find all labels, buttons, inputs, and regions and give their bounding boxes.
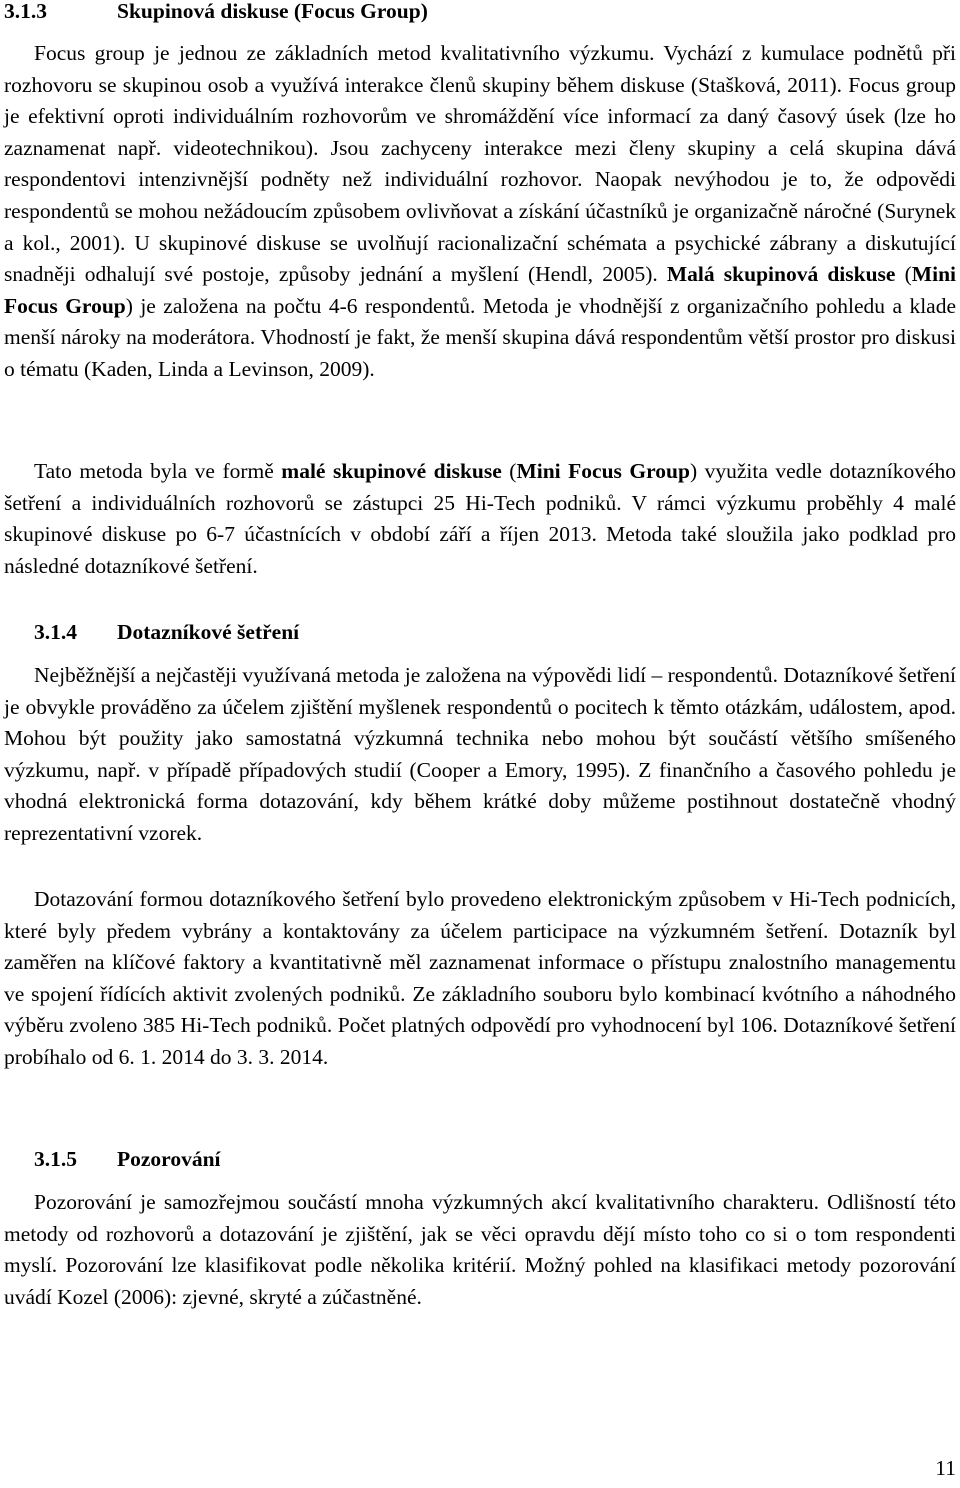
paragraph-focus-group-2 [4,456,956,582]
section-number: 3.1.4 [34,620,77,644]
paragraph-questionnaire-1: Nejběžnější a nejčastěji využívaná metoda je založena na výpovědi lidí – respondentů. Dotazníkové šetření je obvykle prováděno za účelem zjištění myšlenek respondentů o pocitech k těmto otázkám, událostem, apod. Mohou být použity jako samostatná výzkumná technika nebo mohou být součástí většího smíšeného výzkumu, např. v případě případových studií (Cooper a Emory, 1995). Z finančního a časového pohledu je vhodná elektronická forma dotazování, kdy během krátké doby můžeme postihnout dostatečně vhodný reprezentativní vzorek. [4,663,956,845]
paragraph-text: ( [895,262,912,287]
paragraph-text: Tato metoda byla ve formě [34,459,282,483]
section-heading-3-1-3 [4,0,428,26]
bold-term: Malá skupinová diskuse [666,262,896,287]
paragraph-focus-group-1 [4,38,956,386]
paragraph-text: ( [501,459,517,483]
page-number: 11 [935,1456,956,1480]
bold-term: Mini Focus Group [4,262,956,318]
bold-term: Mini Focus Group [516,459,690,483]
paragraph-text: ) využita vedle dotazníkového šetření a individuálních rozhovorů se zástupci 25 Hi-Tech podniků. V rámci výzkumu proběhly 4 malé skupinové diskuse po 6-7 účastnících v období září a říjen 2013. Metoda také sloužila jako podklad pro následné dotazníkové šetření. [4,459,956,578]
section-number: 3.1.3 [4,0,47,23]
paragraph-text: ) je založena na počtu 4-6 respondentů. Metoda je vhodnější z organizačního pohledu a klade menší nároky na moderátora. Vhodností je fakt, že menší skupina dává respondentům větší prostor pro diskusi o tématu (Kaden, Linda a Levinson, 2009). [4,293,956,381]
section-heading-3-1-4 [34,617,299,647]
paragraph-questionnaire-2: Dotazování formou dotazníkového šetření bylo provedeno elektronickým způsobem v Hi-Tech podnicích, které byly předem vybrány a kontaktovány za účelem participace na výzkumném šetření. Dotazník byl zaměřen na klíčové faktory a kvantitativně měl zaznamenat informace o přístupu znalostního managementu ve spojení řídících aktivit zvolených podniků. Ze základního souboru bylo kombinací kvótního a náhodného výběru zvoleno 385 Hi-Tech podniků. Počet platných odpovědí pro vyhodnocení byl 106. Dotazníkové šetření probíhalo od 6. 1. 2014 do 3. 3. 2014. [4,887,956,1069]
section-title: Skupinová diskuse (Focus Group) [117,0,428,23]
bold-term: malé skupinové diskuse [281,459,502,483]
paragraph-text: Focus group je jednou ze základních metod kvalitativního výzkumu. Vychází z kumulace podnětů při rozhovoru se skupinou osob a využívá interakce členů skupiny během diskuse (Stašková, 2011). Focus group je efektivní oproti individuálním rozhovorům ve shromáždění více informací za daný časový úsek (lze ho zaznamenat např. videotechnikou). Jsou zachyceny interakce mezi členy skupiny a celá skupina dává respondentovi intenzivnější podněty než individuální rozhovor. Naopak nevýhodou je to, že odpovědi respondentů se mohou nežádoucím způsobem ovlivňovat a získání účastníků je organizačně náročné (Surynek a kol., 2001). U skupinové diskuse se uvolňují racionalizační schémata a psychické zábrany a diskutující snadněji odhalují své postoje, způsoby jednání a myšlení (Hendl, 2005). [4,41,956,287]
paragraph-observation: Pozorování je samozřejmou součástí mnoha výzkumných akcí kvalitativního charakteru. Odlišností této metody od rozhovorů a dotazování je zjištění, jak se věci opravdu dějí místo toho co si o tom respondenti myslí. Pozorování lze klasifikovat podle několika kritérií. Možný pohled na klasifikaci metody pozorování uvádí Kozel (2006): zjevné, skryté a zúčastněné. [4,1190,956,1309]
section-heading-3-1-5 [34,1144,221,1174]
section-title: Pozorování [117,1147,221,1171]
section-number: 3.1.5 [34,1147,77,1171]
section-title: Dotazníkové šetření [117,620,300,644]
